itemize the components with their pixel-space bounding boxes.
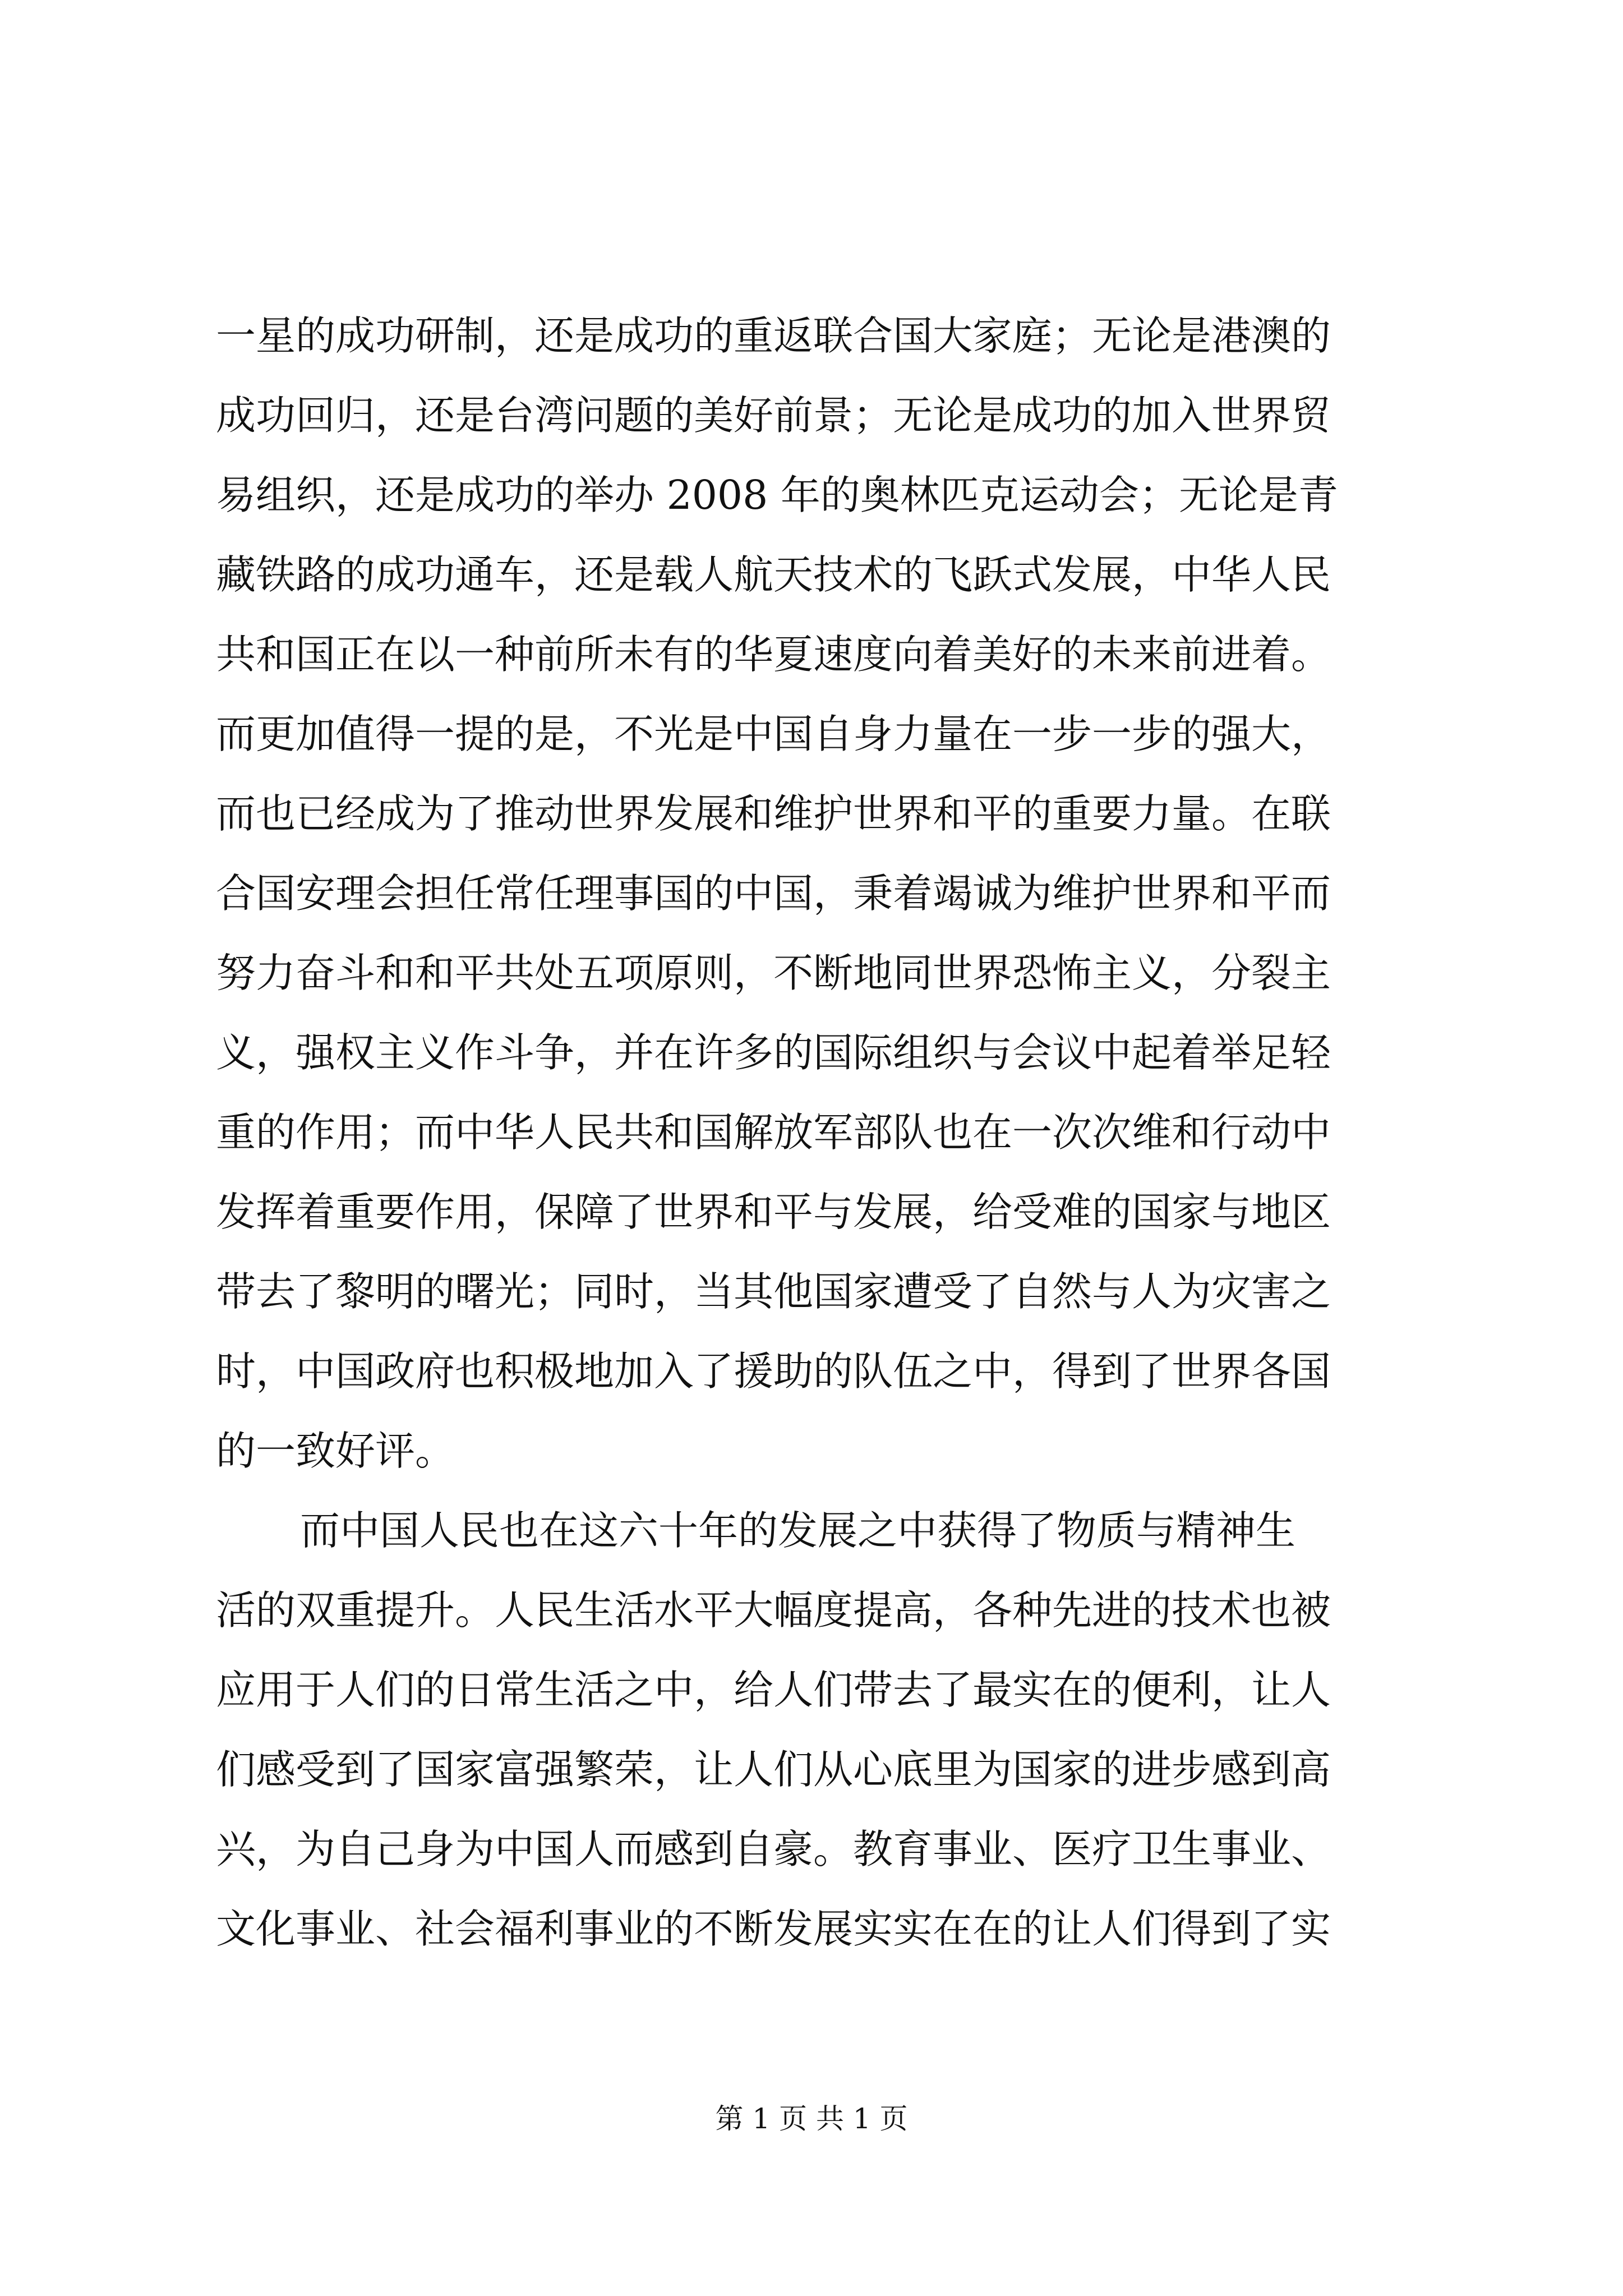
paragraph-first-line: 而中国人民也在这六十年的发展之中获得了物质与精神生 [300,1507,1296,1554]
text-line: 而更加值得一提的是，不光是中国自身力量在一步一步的强大， [216,711,1331,757]
text-line: 藏铁路的成功通车，还是载人航天技术的飞跃式发展，中华人民 [216,551,1331,598]
text-line: 活的双重提升。人民生活水平大幅度提高，各种先进的技术也被 [216,1587,1331,1634]
text-line: 易组织，还是成功的举办 2008 年的奥林匹克运动会；无论是青 [216,472,1338,518]
text-line: 发挥着重要作用，保障了世界和平与发展，给受难的国家与地区 [216,1189,1331,1235]
text-line: 努力奋斗和和平共处五项原则，不断地同世界恐怖主义，分裂主 [216,950,1331,996]
text-line: 文化事业、社会福利事业的不断发展实实在在的让人们得到了实 [216,1906,1331,1952]
text-line: 共和国正在以一种前所未有的华夏速度向着美好的未来前进着。 [216,631,1331,678]
text-line: 的一致好评。 [216,1428,455,1474]
text-line: 合国安理会担任常任理事国的中国，秉着竭诚为维护世界和平而 [216,870,1331,917]
text-line: 时，中国政府也积极地加入了援助的队伍之中，得到了世界各国 [216,1348,1331,1395]
text-line: 重的作用；而中华人民共和国解放军部队也在一次次维和行动中 [216,1109,1331,1156]
page-footer: 第 1 页 共 1 页 [715,2102,908,2135]
text-line: 应用于人们的日常生活之中，给人们带去了最实在的便利，让人 [216,1667,1331,1713]
text-line: 义，强权主义作斗争，并在许多的国际组织与会议中起着举足轻 [216,1029,1331,1076]
text-line: 而也已经成为了推动世界发展和维护世界和平的重要力量。在联 [216,790,1331,837]
text-line: 带去了黎明的曙光；同时，当其他国家遭受了自然与人为灾害之 [216,1268,1331,1315]
body-text [216,296,1422,1969]
text-line: 们感受到了国家富强繁荣，让人们从心底里为国家的进步感到高 [216,1746,1331,1793]
text-line: 一星的成功研制，还是成功的重返联合国大家庭；无论是港澳的 [216,312,1331,359]
text-line: 成功回归，还是台湾问题的美好前景；无论是成功的加入世界贸 [216,392,1331,439]
text-line: 兴，为自己身为中国人而感到自豪。教育事业、医疗卫生事业、 [216,1826,1331,1872]
